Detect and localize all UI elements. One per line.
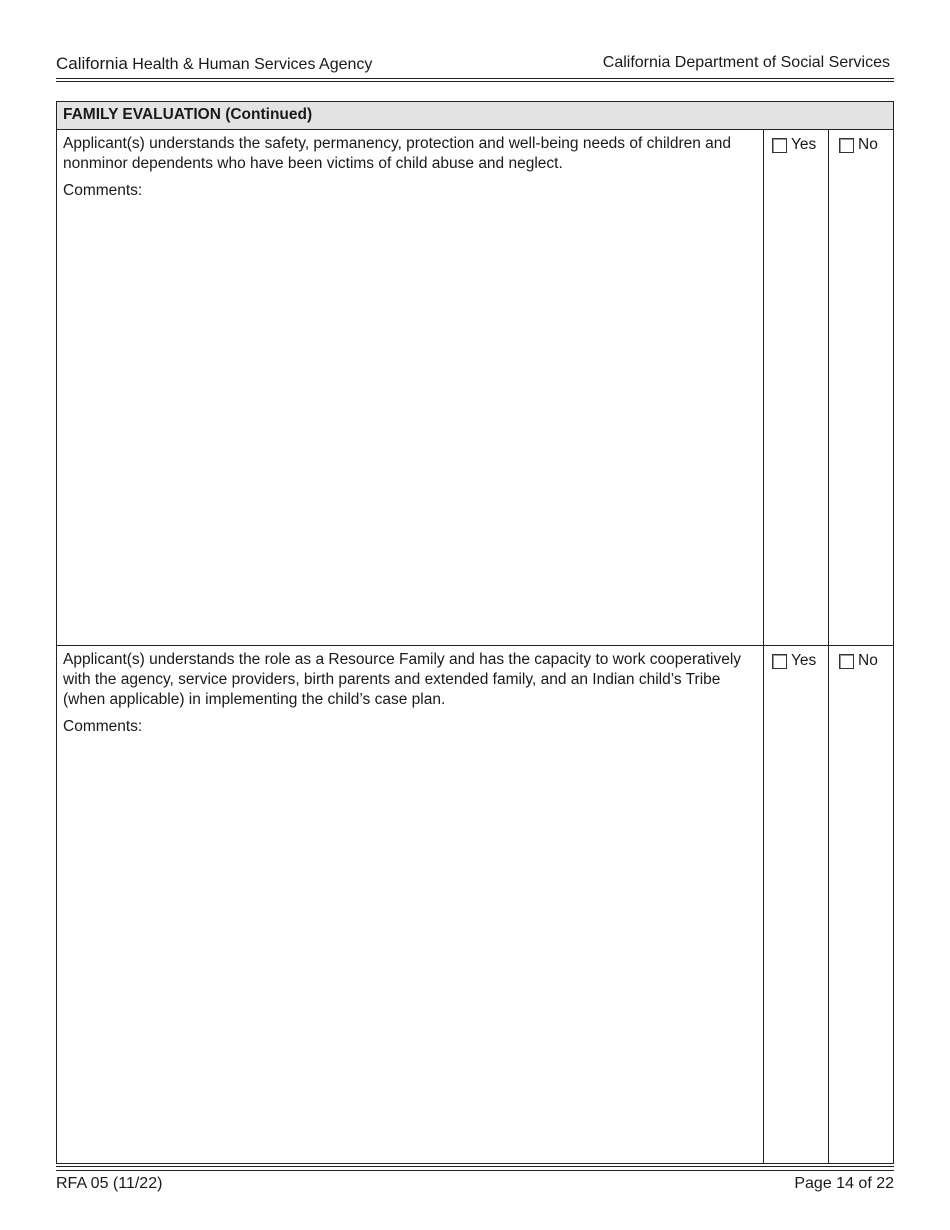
agency-state: California (56, 54, 128, 73)
no-label: No (858, 652, 878, 669)
header-rule-bottom (56, 81, 894, 82)
form-id: RFA 05 (11/22) (56, 1175, 163, 1192)
header-rule-top (56, 78, 894, 79)
column-divider (763, 646, 764, 1163)
column-divider (828, 646, 829, 1163)
yes-checkbox[interactable] (772, 654, 787, 669)
question-text: Applicant(s) understands the safety, permanency, protection and well-being needs of children and nonminor dependents who have been victims of child abuse and neglect. (63, 135, 732, 172)
yes-option[interactable] (772, 136, 816, 154)
page-number: Page 14 of 22 (794, 1175, 894, 1192)
yes-checkbox[interactable] (772, 138, 787, 153)
no-checkbox[interactable] (839, 654, 854, 669)
department-name: California Department of Social Services (602, 54, 890, 71)
footer-rule-bottom (56, 1170, 894, 1171)
comments-label: Comments: (63, 718, 143, 735)
no-checkbox[interactable] (839, 138, 854, 153)
agency-name (56, 54, 372, 74)
footer-rule-top (56, 1166, 894, 1167)
question-text: Applicant(s) understands the role as a Resource Family and has the capacity to work cooperatively with the agency, service providers, birth parents and extended family, and an Indian child’s Tribe (when applicable) in implementing the child’s case plan. (63, 651, 742, 708)
section-title: FAMILY EVALUATION (Continued) (63, 106, 313, 123)
evaluation-item-safety-needs (57, 130, 893, 646)
comments-label: Comments: (63, 182, 143, 199)
no-label: No (858, 136, 878, 153)
section-title-bar (57, 102, 893, 130)
column-divider (828, 130, 829, 646)
column-divider (763, 130, 764, 646)
evaluation-item-resource-family-role (57, 646, 893, 1163)
yes-label: Yes (791, 652, 817, 669)
yes-label: Yes (791, 136, 817, 153)
no-option[interactable] (839, 652, 878, 670)
yes-option[interactable] (772, 652, 816, 670)
family-evaluation-form (56, 101, 894, 1164)
agency-rest: Health & Human Services Agency (132, 56, 373, 73)
no-option[interactable] (839, 136, 878, 154)
